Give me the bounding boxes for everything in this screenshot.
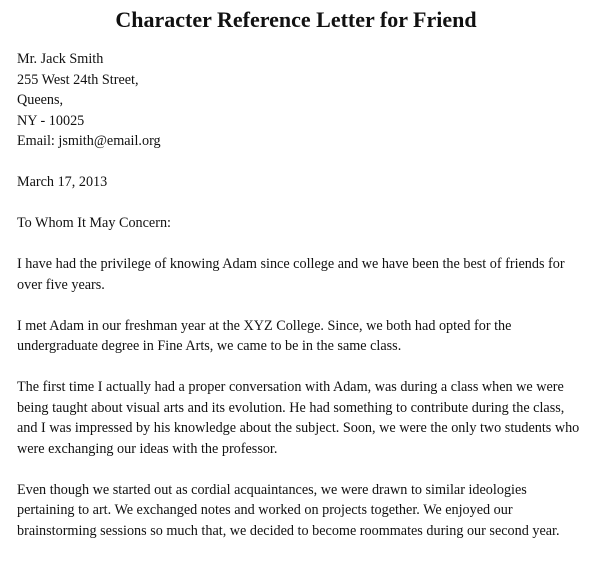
spacer <box>17 459 587 480</box>
salutation: To Whom It May Concern: <box>17 215 171 231</box>
letter-date: March 17, 2013 <box>17 174 108 190</box>
paragraph-4: Even though we started out as cordial acquaintances, we were drawn to similar ideologies pertaining to art. We exchanged notes and worked on projects together. We enjoyed our brainstorming sessions so much that, we decided to become roommates during our second year. <box>17 481 560 539</box>
spacer <box>17 152 587 173</box>
sender-city: Queens, <box>17 92 64 108</box>
sender-street: 255 West 24th Street, <box>17 71 139 88</box>
spacer <box>17 234 587 255</box>
spacer <box>17 295 587 316</box>
spacer <box>17 193 587 214</box>
sender-state-zip: NY - 10025 <box>17 112 85 129</box>
sender-address <box>17 49 587 152</box>
paragraph-2: I met Adam in our freshman year at the XYZ College. Since, we both had opted for the undergraduate degree in Fine Arts, we came to be in the same class. <box>17 317 512 354</box>
letter-title: Character Reference Letter for Friend <box>115 7 477 32</box>
paragraph-1: I have had the privilege of knowing Adam since college and we have been the best of friends for over five years. <box>17 256 565 293</box>
sender-email: Email: jsmith@email.org <box>17 133 161 149</box>
sender-name: Mr. Jack Smith <box>17 51 104 67</box>
letter-body <box>17 49 587 541</box>
paragraph-3: The first time I actually had a proper conversation with Adam, was during a class when we were being taught about visual arts and its evolution. He had something to contribute during the class, and I was impressed by his knowledge about the subject. Soon, we were the only two students who were exchanging our ideas with the professor. <box>17 379 580 457</box>
spacer <box>17 357 587 378</box>
